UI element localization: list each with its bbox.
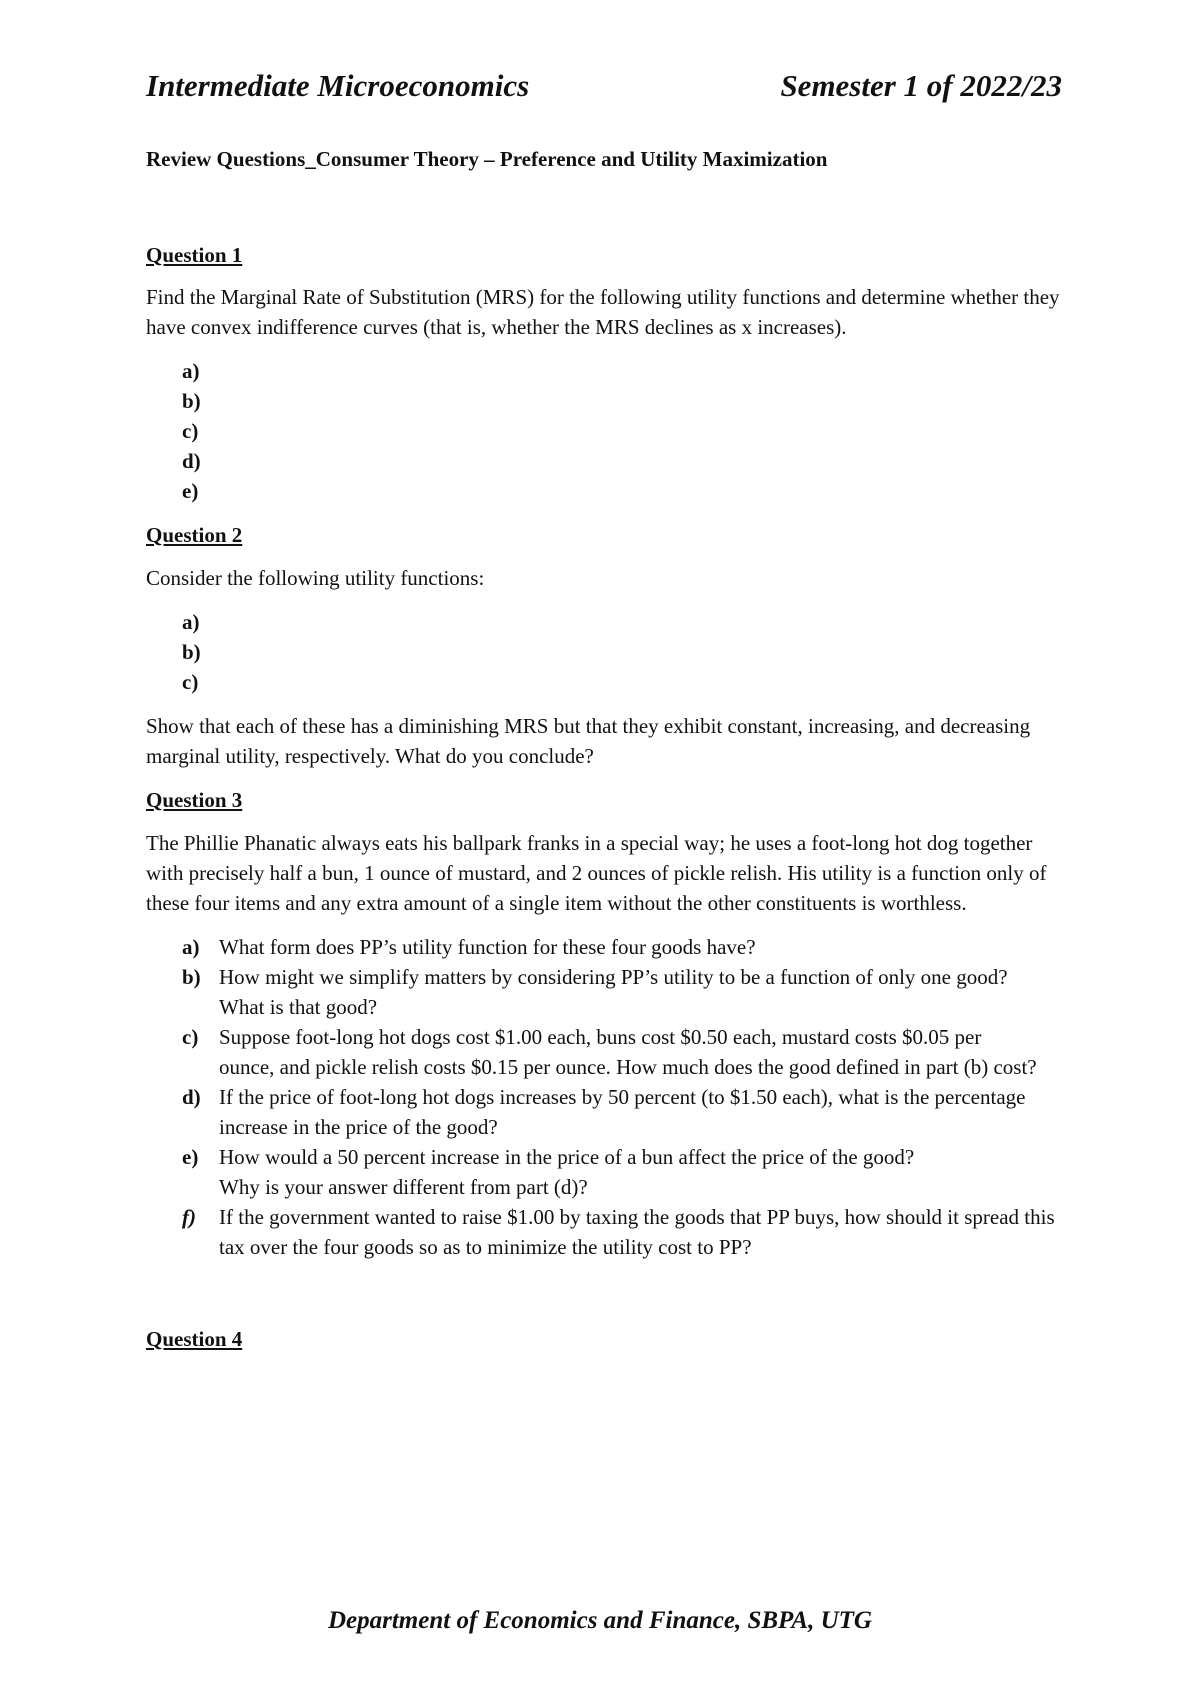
question-2-intro: Consider the following utility functions: — [146, 566, 485, 590]
list-item — [146, 1082, 1066, 1142]
item-marker: a) — [182, 610, 200, 634]
item-text: Suppose foot-long hot dogs cost $1.00 each, buns cost $0.50 each, mustard costs $0.05 per — [219, 1025, 982, 1049]
list-item — [146, 1142, 1066, 1202]
question-1-items — [146, 356, 1066, 506]
semester-label: Semester 1 of 2022/23 — [780, 68, 1062, 103]
item-marker: b) — [182, 389, 201, 413]
page-footer: Department of Economics and Finance, SBPA, UTG — [327, 1607, 872, 1634]
item-text: What form does PP’s utility function for these four goods have? — [219, 935, 756, 959]
list-item — [146, 446, 1066, 476]
item-text: Why is your answer different from part (d)? — [219, 1175, 588, 1199]
question-2-items — [146, 607, 1066, 697]
question-2-heading: Question 2 — [146, 523, 243, 547]
list-item — [146, 1202, 1066, 1262]
item-marker: b) — [182, 640, 201, 664]
list-item — [146, 932, 1066, 962]
question-1-intro: Find the Marginal Rate of Substitution (MRS) for the following utility functions and determine whether they have convex indifference curves (that is, whether the MRS declines as x increases). — [146, 285, 1060, 339]
item-marker: b) — [182, 965, 201, 989]
question-3-items — [146, 932, 1066, 1262]
item-text: If the price of foot-long hot dogs increases by 50 percent (to $1.50 each), what is the percentage increase in the price of the good? — [219, 1085, 1026, 1139]
question-3-intro: The Phillie Phanatic always eats his ballpark franks in a special way; he uses a foot-long hot dog together with precisely half a bun, 1 ounce of mustard, and 2 ounces of pickle relish. His utility is a function only of these four items and any extra amount of a single item without the other constituents is worthless. — [146, 831, 1047, 915]
item-marker: c) — [182, 1025, 199, 1049]
item-marker: e) — [182, 1145, 199, 1169]
question-4-heading: Question 4 — [146, 1327, 243, 1351]
item-text: How might we simplify matters by considering PP’s utility to be a function of only one good? — [219, 965, 1008, 989]
item-marker: a) — [182, 359, 200, 383]
item-marker: d) — [182, 449, 201, 473]
item-text: ounce, and pickle relish costs $0.15 per ounce. How much does the good defined in part (b) cost? — [219, 1055, 1037, 1079]
item-marker: d) — [182, 1085, 201, 1109]
list-item — [146, 1022, 1066, 1082]
item-marker: a) — [182, 935, 200, 959]
document-subtitle: Review Questions_Consumer Theory – Preference and Utility Maximization — [146, 147, 828, 171]
item-text: What is that good? — [219, 995, 378, 1019]
item-marker: c) — [182, 670, 199, 694]
list-item — [146, 637, 1066, 667]
list-item — [146, 416, 1066, 446]
item-text: How would a 50 percent increase in the price of a bun affect the price of the good? — [219, 1145, 915, 1169]
item-marker: c) — [182, 419, 199, 443]
list-item — [146, 962, 1066, 1022]
page-header — [146, 68, 1062, 104]
course-title: Intermediate Microeconomics — [146, 68, 530, 103]
question-2-outro: Show that each of these has a diminishing MRS but that they exhibit constant, increasing, and decreasing marginal utility, respectively. What do you conclude? — [146, 714, 1031, 768]
list-item — [146, 667, 1066, 697]
item-marker: e) — [182, 479, 199, 503]
item-text: If the government wanted to raise $1.00 by taxing the goods that PP buys, how should it spread this tax over the four goods so as to minimize the utility cost to PP? — [219, 1205, 1055, 1259]
question-1-heading: Question 1 — [146, 243, 243, 267]
list-item — [146, 476, 1066, 506]
list-item — [146, 356, 1066, 386]
list-item — [146, 386, 1066, 416]
question-3-heading: Question 3 — [146, 788, 243, 812]
list-item — [146, 607, 1066, 637]
item-marker: f) — [182, 1205, 196, 1229]
document-body — [146, 240, 1066, 1354]
